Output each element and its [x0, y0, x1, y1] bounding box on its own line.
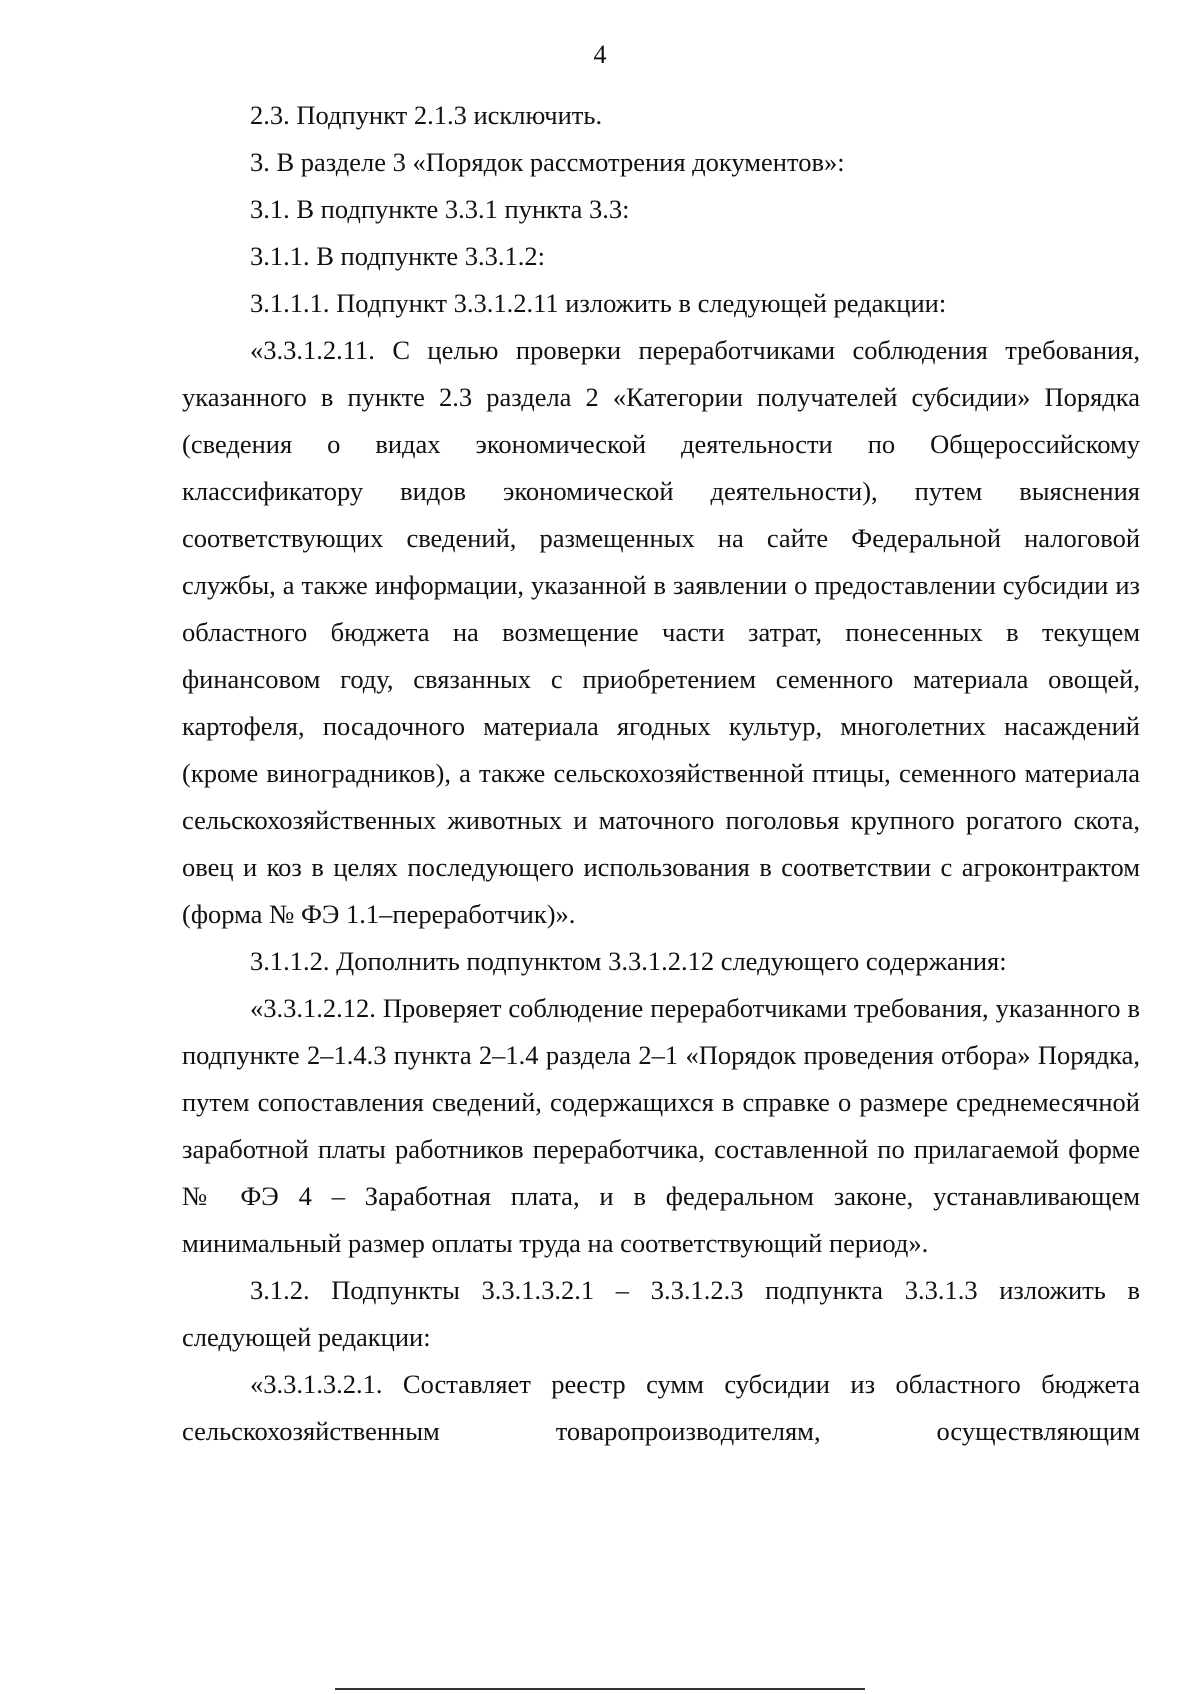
paragraph-3-1-2: 3.1.2. Подпункты 3.3.1.3.2.1 – 3.3.1.2.3 подпункта 3.3.1.3 изложить в следующей редакции:	[182, 1275, 1140, 1352]
paragraph-2-3: 2.3. Подпункт 2.1.3 исключить.	[250, 100, 603, 130]
paragraph-3-1-1-1: 3.1.1.1. Подпункт 3.3.1.2.11 изложить в следующей редакции:	[250, 288, 947, 318]
paragraph-3: 3. В разделе 3 «Порядок рассмотрения документов»:	[250, 147, 845, 177]
paragraph-3-1-1-2: 3.1.1.2. Дополнить подпунктом 3.3.1.2.12 следующего содержания:	[250, 946, 1007, 976]
paragraph-quote-3-3-1-2-11: «3.3.1.2.11. С целью проверки переработчиками соблюдения требования, указанного в пункте 2.3 раздела 2 «Категории получателей субсидии» Порядка (сведения о видах экономической деятельности по Общероссийскому классификатору видов экономической деятельности), путем выяснения соответствующих сведений, размещенных на сайте Федеральной налоговой службы, а также информации, указанной в заявлении о предоставлении субсидии из областного бюджета на возмещение части затрат, понесенных в текущем финансовом году, связанных с приобретением семенного материала овощей, картофеля, посадочного материала ягодных культур, многолетних насаждений (кроме виноградников), а также сельскохозяйственной птицы, семенного материала сельскохозяйственных животных и маточного поголовья крупного рогатого скота, овец и коз в целях последующего использования в соответствии с агроконтрактом (форма № ФЭ 1.1–переработчик)».	[182, 335, 1140, 929]
page-number: 4	[593, 40, 607, 69]
paragraph-quote-3-3-1-2-12: «3.3.1.2.12. Проверяет соблюдение переработчиками требования, указанного в подпункте 2–1.4.3 пункта 2–1.4 раздела 2–1 «Порядок проведения отбора» Порядка, путем сопоставления сведений, содержащихся в справке о размере среднемесячной заработной платы работников переработчика, составленной по прилагаемой форме № ФЭ 4 – Заработная плата, и в федеральном законе, устанавливающем минимальный размер оплаты труда на соответствующий период».	[182, 993, 1140, 1258]
paragraph-3-1: 3.1. В подпункте 3.3.1 пункта 3.3:	[250, 194, 630, 224]
paragraph-quote-3-3-1-3-2-1: «3.3.1.3.2.1. Составляет реестр сумм субсидии из областного бюджета сельскохозяйственным товаропроизводителям, осуществляющим	[182, 1369, 1140, 1446]
document-body	[182, 92, 1140, 1455]
bottom-rule	[335, 1688, 865, 1690]
paragraph-3-1-1: 3.1.1. В подпункте 3.3.1.2:	[250, 241, 546, 271]
